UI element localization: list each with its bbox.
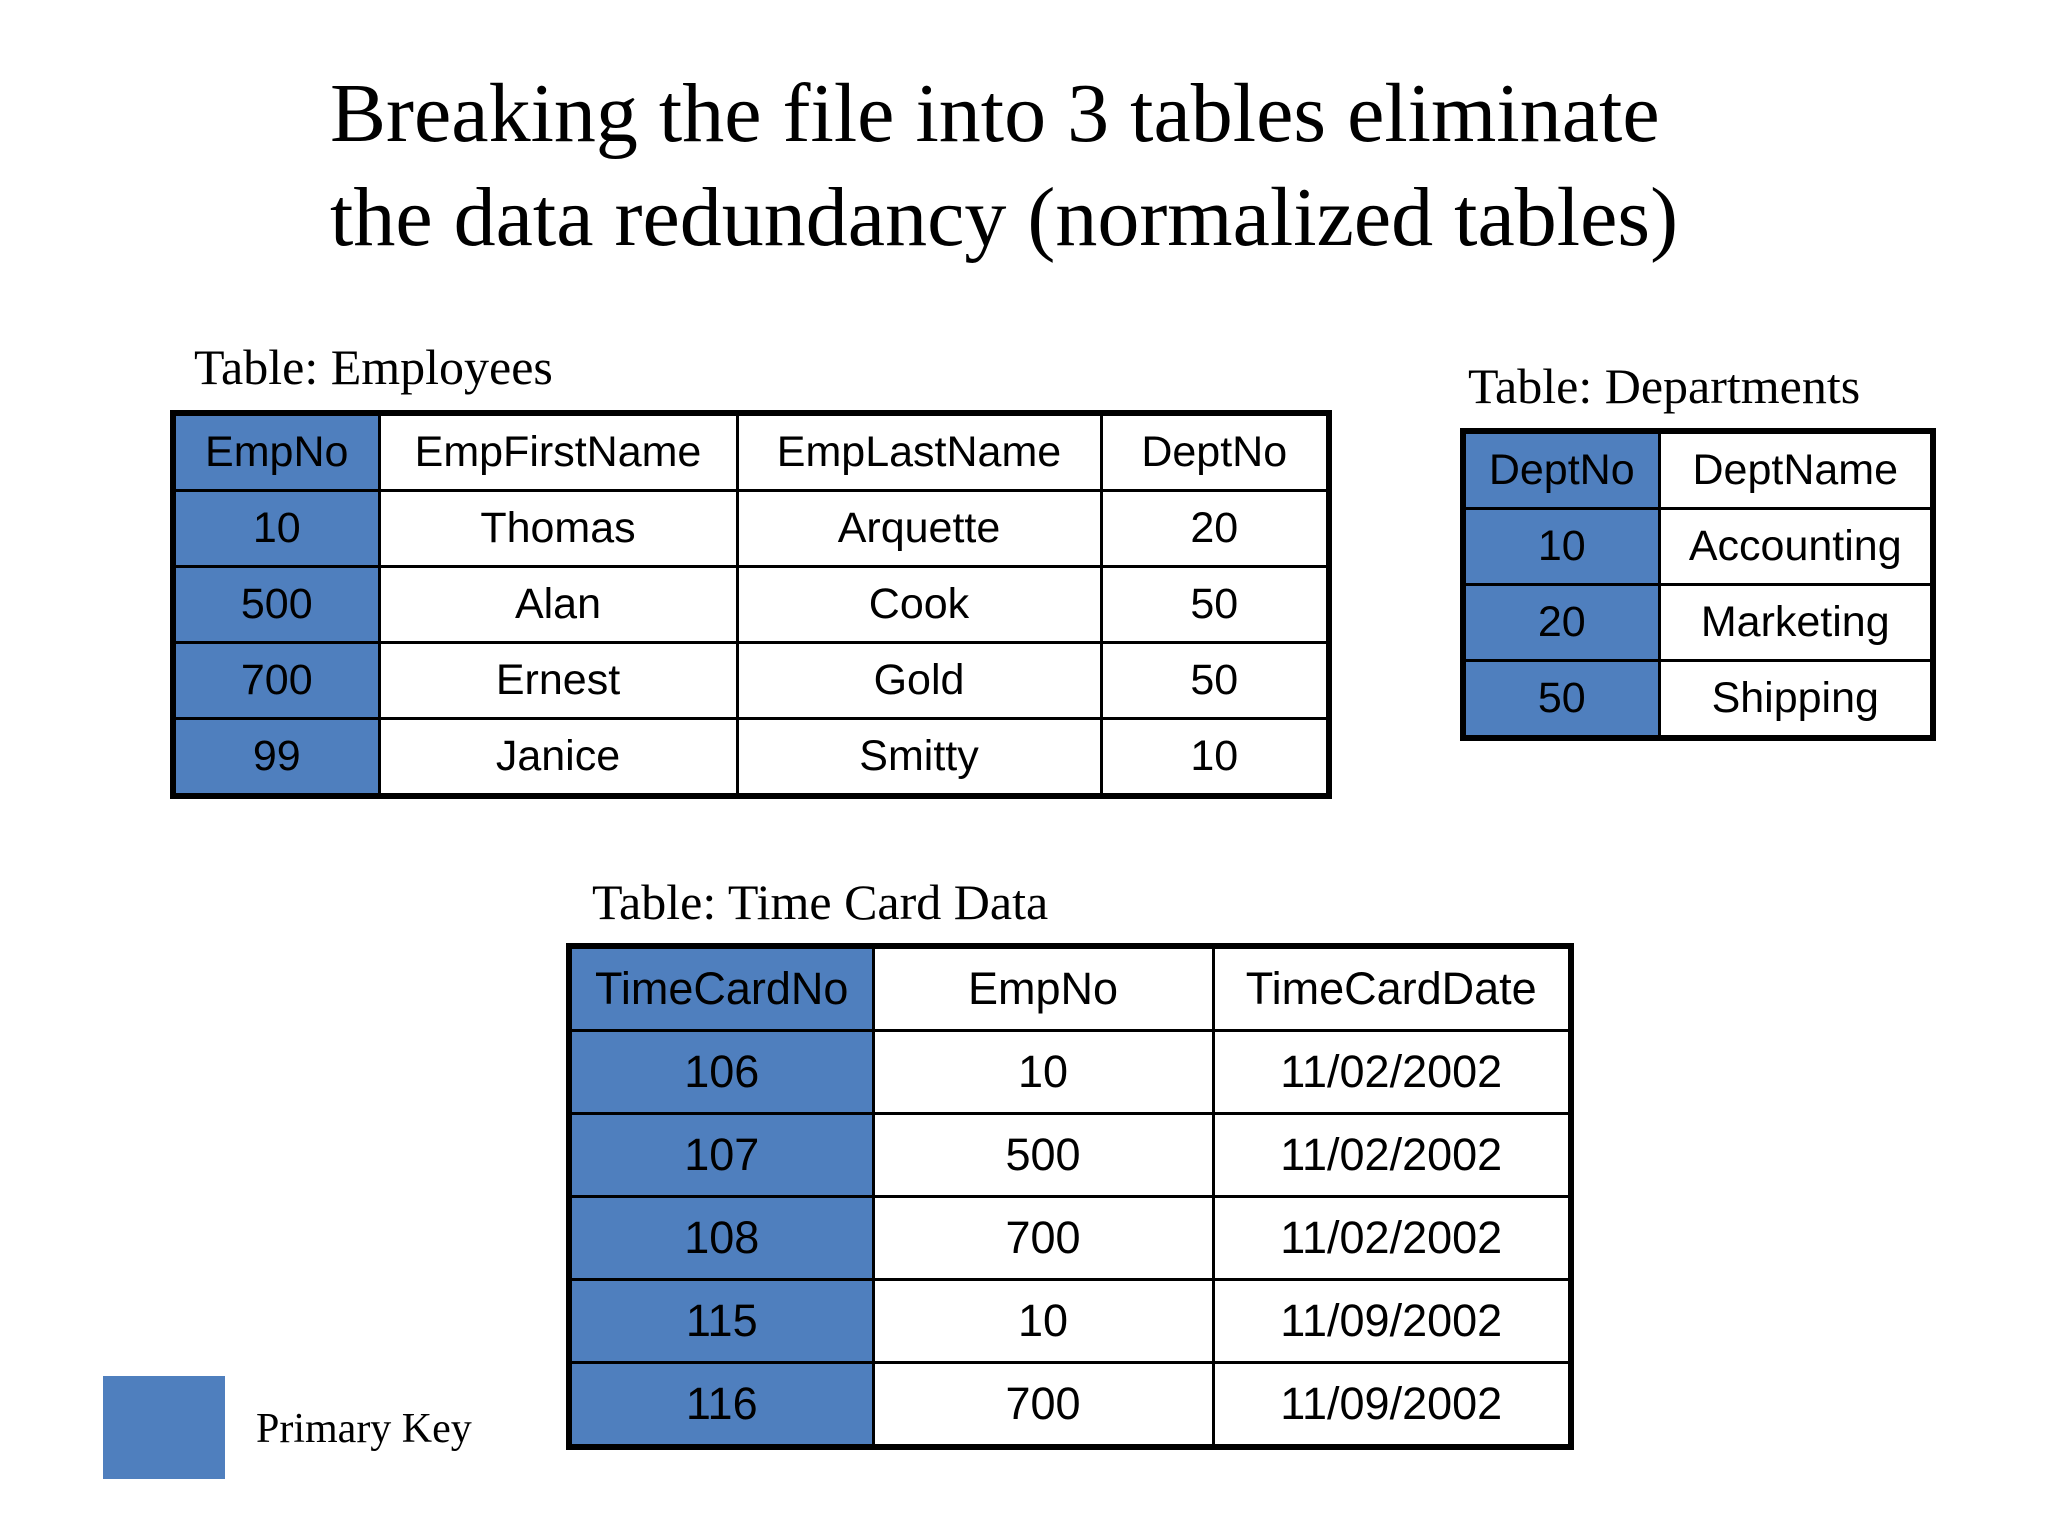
- table-cell: 99: [173, 719, 379, 797]
- table-cell: 10: [873, 1031, 1213, 1114]
- table-header-row: [1463, 431, 1933, 509]
- table-cell: Arquette: [737, 491, 1101, 567]
- table-cell: Marketing: [1659, 585, 1933, 661]
- column-header-timecarddate: TimeCardDate: [1213, 946, 1571, 1031]
- table-cell: Thomas: [379, 491, 737, 567]
- table-row: [569, 1114, 1571, 1197]
- table-header-row: [569, 946, 1571, 1031]
- table-cell: Cook: [737, 567, 1101, 643]
- slide-title-line-2: the data redundancy (normalized tables): [330, 171, 1679, 264]
- column-header-emplastname: EmpLastName: [737, 413, 1101, 491]
- table-cell: 20: [1463, 585, 1659, 661]
- table-row: [1463, 509, 1933, 585]
- table-cell: 20: [1101, 491, 1329, 567]
- table-cell: Shipping: [1659, 661, 1933, 739]
- table-cell: Gold: [737, 643, 1101, 719]
- table-cell: 11/09/2002: [1213, 1280, 1571, 1363]
- table-cell: Smitty: [737, 719, 1101, 797]
- table-cell: Alan: [379, 567, 737, 643]
- table-cell: 700: [873, 1197, 1213, 1280]
- table-row: [1463, 661, 1933, 739]
- primary-key-legend-swatch: [103, 1376, 225, 1479]
- table-cell: 116: [569, 1363, 873, 1448]
- table-cell: Accounting: [1659, 509, 1933, 585]
- departments-caption: Table: Departments: [1468, 358, 1861, 414]
- column-header-timecardno: TimeCardNo: [569, 946, 873, 1031]
- table-header-row: [173, 413, 1329, 491]
- table-row: [173, 567, 1329, 643]
- column-header-empno: EmpNo: [873, 946, 1213, 1031]
- column-header-deptno: DeptNo: [1101, 413, 1329, 491]
- table-row: [569, 1197, 1571, 1280]
- slide-title-line-1: Breaking the file into 3 tables eliminate: [330, 67, 1660, 160]
- table-cell: 10: [173, 491, 379, 567]
- timecards-caption: Table: Time Card Data: [592, 874, 1049, 930]
- table-cell: 50: [1101, 567, 1329, 643]
- table-cell: 11/02/2002: [1213, 1114, 1571, 1197]
- table-cell: Janice: [379, 719, 737, 797]
- table-cell: 108: [569, 1197, 873, 1280]
- table-row: [569, 1280, 1571, 1363]
- departments-table: [1460, 428, 1936, 741]
- primary-key-legend-label: Primary Key: [256, 1406, 472, 1452]
- table-row: [173, 643, 1329, 719]
- table-cell: 700: [873, 1363, 1213, 1448]
- table-cell: 50: [1101, 643, 1329, 719]
- table-cell: 106: [569, 1031, 873, 1114]
- column-header-deptname: DeptName: [1659, 431, 1933, 509]
- timecards-table: [566, 943, 1574, 1450]
- table-cell: 500: [873, 1114, 1213, 1197]
- table-row: [569, 1363, 1571, 1448]
- slide-title: [330, 62, 1830, 270]
- table-cell: 500: [173, 567, 379, 643]
- table-cell: 11/09/2002: [1213, 1363, 1571, 1448]
- table-cell: Ernest: [379, 643, 737, 719]
- table-cell: 10: [873, 1280, 1213, 1363]
- table-cell: 11/02/2002: [1213, 1197, 1571, 1280]
- table-row: [173, 491, 1329, 567]
- table-row: [173, 719, 1329, 797]
- table-cell: 50: [1463, 661, 1659, 739]
- table-cell: 10: [1101, 719, 1329, 797]
- column-header-deptno: DeptNo: [1463, 431, 1659, 509]
- employees-table: [170, 410, 1332, 799]
- column-header-empfirstname: EmpFirstName: [379, 413, 737, 491]
- table-cell: 10: [1463, 509, 1659, 585]
- table-cell: 700: [173, 643, 379, 719]
- employees-caption: Table: Employees: [194, 339, 553, 395]
- table-cell: 107: [569, 1114, 873, 1197]
- column-header-empno: EmpNo: [173, 413, 379, 491]
- table-row: [1463, 585, 1933, 661]
- table-cell: 11/02/2002: [1213, 1031, 1571, 1114]
- table-cell: 115: [569, 1280, 873, 1363]
- table-row: [569, 1031, 1571, 1114]
